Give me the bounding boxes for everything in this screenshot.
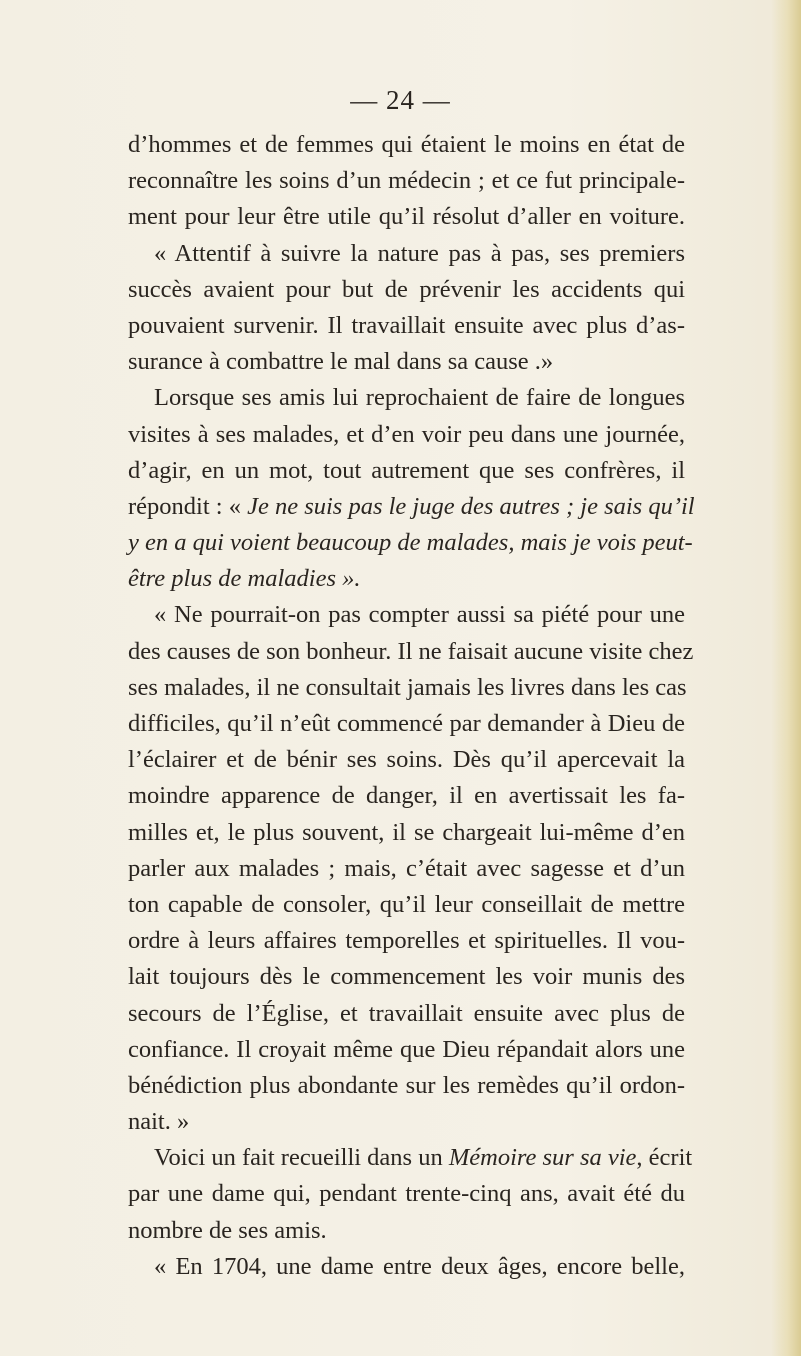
text-line: parler aux malades ; mais, c’était avec sagesse et d’un bbox=[128, 854, 685, 882]
paragraph bbox=[128, 236, 685, 381]
paragraph bbox=[128, 1140, 693, 1249]
text-line: « Attentif à suivre la nature pas à pas, ses premiers bbox=[154, 239, 685, 267]
text-line: moindre apparence de danger, il en avertissait les fa- bbox=[128, 782, 685, 810]
text-line: pouvaient survenir. Il travaillait ensuite avec plus d’as- bbox=[128, 311, 685, 339]
text-line: nombre de ses amis. bbox=[128, 1216, 327, 1244]
body-text bbox=[128, 127, 695, 1285]
paragraph bbox=[128, 1249, 685, 1285]
text-line: Voici un fait recueilli dans un Mémoire sur sa vie, écrit bbox=[154, 1144, 693, 1172]
text-line: l’éclairer et de bénir ses soins. Dès qu’il apercevait la bbox=[128, 746, 685, 774]
text-line: confiance. Il croyait même que Dieu répandait alors une bbox=[128, 1035, 685, 1063]
text-line: Lorsque ses amis lui reprochaient de faire de longues bbox=[154, 384, 685, 412]
italic-phrase: Je ne suis pas le juge des autres ; je sais qu’il bbox=[247, 492, 695, 520]
text-line: nait. » bbox=[128, 1108, 190, 1136]
text-line: « En 1704, une dame entre deux âges, encore belle, bbox=[154, 1252, 685, 1280]
text-line: ordre à leurs affaires temporelles et spirituelles. Il vou- bbox=[128, 927, 685, 955]
text-line: d’agir, en un mot, tout autrement que ses confrères, il bbox=[128, 456, 685, 484]
text-line: bénédiction plus abondante sur les remèdes qu’il ordon- bbox=[128, 1071, 685, 1099]
text-line: succès avaient pour but de prévenir les accidents qui bbox=[128, 275, 685, 303]
paragraph bbox=[128, 380, 695, 597]
text-line: visites à ses malades, et d’en voir peu dans une journée, bbox=[128, 420, 685, 448]
paragraph bbox=[128, 597, 694, 1140]
text-line: par une dame qui, pendant trente-cinq ans, avait été du bbox=[128, 1180, 685, 1208]
text-line: des causes de son bonheur. Il ne faisait aucune visite chez bbox=[128, 637, 694, 665]
text-line: lait toujours dès le commencement les voir munis des bbox=[128, 963, 685, 991]
page-edge-shadow bbox=[771, 0, 801, 1356]
paragraph bbox=[128, 127, 685, 236]
page-number: — 24 — bbox=[350, 85, 451, 115]
text-line: ment pour leur être utile qu’il résolut d’aller en voiture. bbox=[128, 203, 685, 231]
text-line: d’hommes et de femmes qui étaient le moins en état de bbox=[128, 131, 685, 158]
text-line: « Ne pourrait-on pas compter aussi sa piété pour une bbox=[154, 601, 685, 629]
text-line: ses malades, il ne consultait jamais les livres dans les cas bbox=[128, 673, 687, 701]
text-line: répondit : « Je ne suis pas le juge des autres ; je sais qu’il bbox=[128, 492, 695, 520]
text-line: ton capable de consoler, qu’il leur conseillait de mettre bbox=[128, 890, 685, 918]
text-line: surance à combattre le mal dans sa cause .» bbox=[128, 348, 554, 376]
text-line: milles et, le plus souvent, il se chargeait lui-même d’en bbox=[128, 818, 685, 846]
text-line: difficiles, qu’il n’eût commencé par demander à Dieu de bbox=[128, 710, 685, 737]
text-line: reconnaître les soins d’un médecin ; et ce fut principale- bbox=[128, 167, 685, 195]
text-line: être plus de maladies ». bbox=[128, 565, 361, 593]
text-line: y en a qui voient beaucoup de malades, mais je vois peut- bbox=[128, 529, 693, 557]
text-line: secours de l’Église, et travaillait ensuite avec plus de bbox=[128, 999, 685, 1027]
italic-phrase: Mémoire sur sa vie bbox=[448, 1144, 637, 1172]
